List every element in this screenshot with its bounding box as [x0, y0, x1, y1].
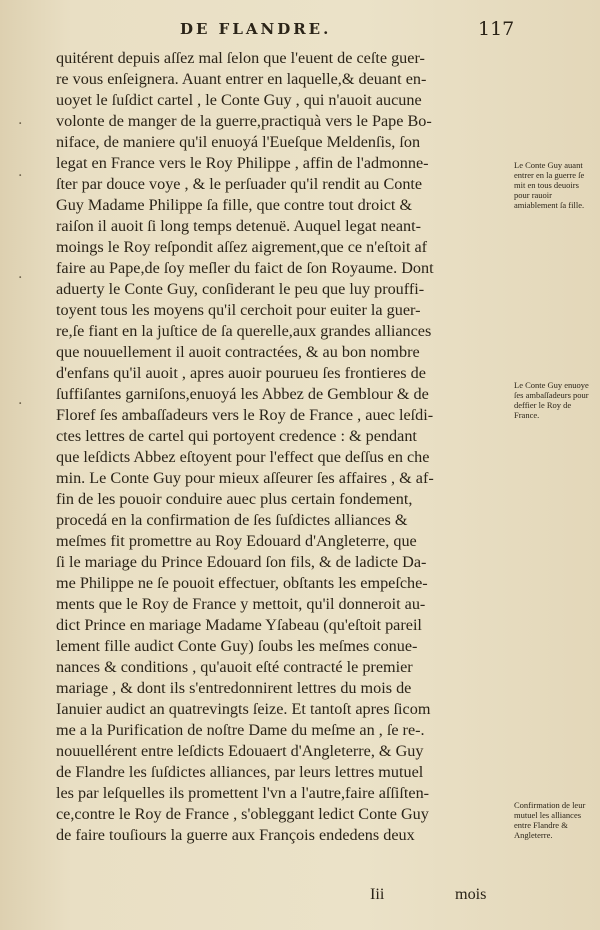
text-line: niface, de maniere qu'il enuoyá l'Eueſque Meldenſis, ſon — [56, 133, 421, 151]
text-line: moings le Roy reſpondit aſſez aigrement,que ce n'eſtoit af — [56, 238, 428, 256]
text-line: me Philippe ne ſe pouoit effectuer, obſtants les empeſche- — [56, 574, 428, 592]
text-line: les par leſquelles ils promettent l'vn a l'autre,faire aſſiſten- — [56, 784, 430, 802]
catchword: mois — [455, 885, 487, 903]
text-line: de faire touſiours la guerre aux François endedens deux — [56, 826, 415, 844]
body-text — [56, 48, 508, 846]
text-line: ſuffiſantes garniſons,enuoyá les Abbez de Gemblour & de — [56, 385, 429, 403]
text-line: Ianuier audict an quatrevingts ſeize. Et tantoſt apres ſicom — [56, 700, 431, 718]
text-line: toyent tous les moyens qu'il cerchoit pour euiter la guer- — [56, 301, 421, 319]
text-line: faire au Pape,de ſoy meſler du faict de ſon Royaume. Dont — [56, 259, 434, 277]
text-line: nouuellérent entre leſdicts Edouaert d'Angleterre, & Guy — [56, 742, 424, 760]
signature-mark: Iii — [370, 885, 385, 903]
margin-mark: · — [18, 116, 23, 132]
text-line: ſi le mariage du Prince Edouard ſon fils, & de ladicte Da- — [56, 553, 427, 571]
margin-note: Le Conte Guy auant entrer en la guerre ſe mit en tous deuoirs pour rauoir amiablement ſa fille. — [514, 160, 585, 210]
text-line: lement fille audict Conte Guy) ſoubs les meſmes conue- — [56, 637, 418, 655]
text-line: legat en France vers le Roy Philippe , affin de l'admonne- — [56, 154, 429, 172]
text-line: de Flandre les ſuſdictes alliances, par leurs lettres mutuel — [56, 763, 424, 781]
page-number: 117 — [478, 18, 515, 40]
text-line: d'enfans qu'il auoit , apres auoir pourueu ſes frontieres de — [56, 364, 426, 382]
text-line: re vous enſeignera. Auant entrer en laquelle,& deuant en- — [56, 70, 427, 88]
text-line: ſter par douce voye , & le perſuader qu'il rendit au Conte — [56, 175, 423, 193]
text-line: raiſon il auoit ſi long temps detenuë. Auquel legat neant- — [56, 217, 422, 235]
running-title: DE FLANDRE. — [180, 20, 332, 38]
text-line: que nouuellement il auoit contractées, & au bon nombre — [56, 343, 420, 361]
text-line: ce,contre le Roy de France , s'obleggant ledict Conte Guy — [56, 805, 429, 823]
margin-mark: · — [18, 396, 23, 412]
margin-note: Le Conte Guy enuoye ſes ambaſſadeurs pour deffier le Roy de France. — [514, 380, 589, 420]
text-line: ments que le Roy de France y mettoit, qu'il donneroit au- — [56, 595, 426, 613]
text-line: mariage , & dont ils s'entredonnirent lettres du mois de — [56, 679, 412, 697]
text-line: que leſdicts Abbez eſtoyent pour l'effect que deſſus en che — [56, 448, 430, 466]
text-line: meſmes fit promettre au Roy Edouard d'Angleterre, que — [56, 532, 417, 550]
margin-note: Confirmation de leur mutuel les alliances entre Flandre & Angleterre. — [514, 800, 586, 840]
margin-mark: · — [18, 270, 23, 286]
margin-mark: · — [18, 168, 23, 184]
text-line: aduerty le Conte Guy, conſiderant le peu que luy prouffi- — [56, 280, 425, 298]
text-line: min. Le Conte Guy pour mieux aſſeurer ſes affaires , & af- — [56, 469, 434, 487]
text-line: re,ſe fiant en la juſtice de ſa querelle,aux grandes alliances — [56, 322, 432, 340]
text-line: procedá en la confirmation de ſes ſuſdictes alliances & — [56, 511, 408, 529]
text-line: dict Prince en mariage Madame Yſabeau (qu'eſtoit pareil — [56, 616, 422, 634]
text-line: fin de les pouoir conduire auec plus certain fondement, — [56, 490, 413, 508]
text-line: ctes lettres de cartel qui portoyent credence : & pendant — [56, 427, 417, 445]
text-line: nances & conditions , qu'auoit eſté contracté le premier — [56, 658, 413, 676]
page-header — [0, 20, 600, 46]
text-line: uoyet le ſuſdict cartel , le Conte Guy , qui n'auoit aucune — [56, 91, 422, 109]
text-line: me a la Purification de noſtre Dame du meſme an , ſe re-. — [56, 721, 425, 739]
text-line: volonte de manger de la guerre,practiquà vers le Pape Bo- — [56, 112, 432, 130]
text-line: Guy Madame Philippe ſa fille, que contre tout droict & — [56, 196, 413, 214]
text-line: Floref ſes ambaſſadeurs vers le Roy de France , auec leſdi- — [56, 406, 434, 424]
text-line: quitérent depuis aſſez mal ſelon que l'euent de ceſte guer- — [56, 49, 425, 67]
